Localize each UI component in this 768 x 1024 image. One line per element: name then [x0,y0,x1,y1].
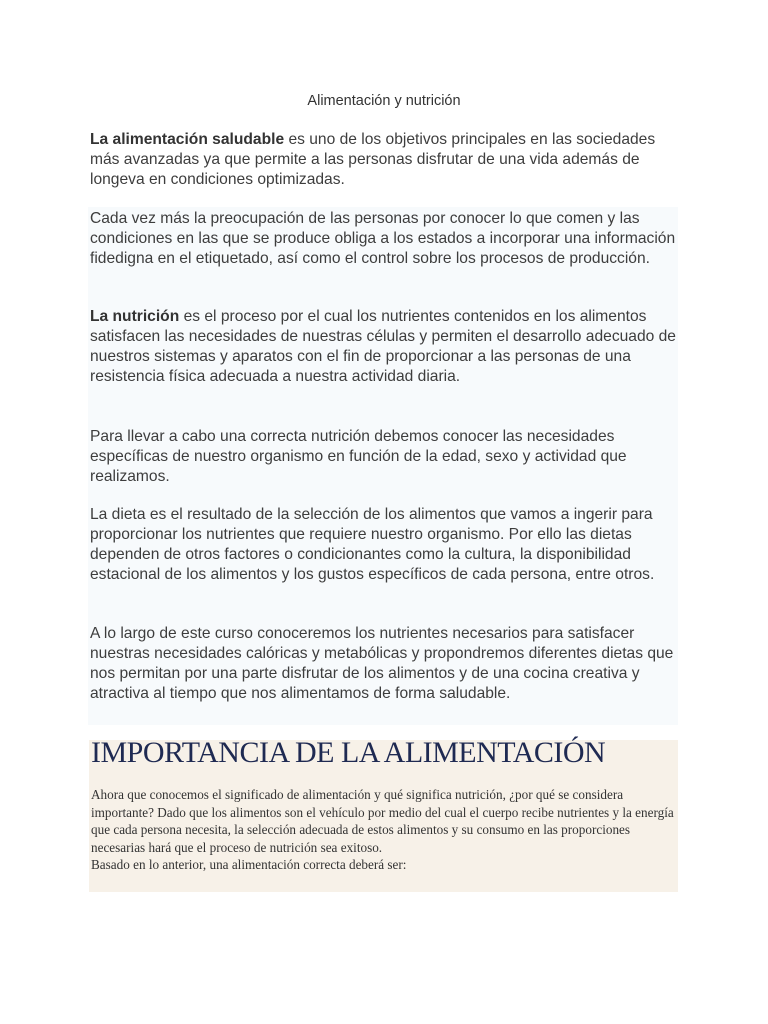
paragraph-correcta-nutricion: Para llevar a cabo una correcta nutrición debemos conocer las necesidades específicas de nuestro organismo en función de la edad, sexo y actividad que realizamos. [90,428,627,485]
importance-closing: Basado en lo anterior, una alimentación correcta deberá ser: [91,857,407,872]
paragraph-nutricion [90,307,682,387]
paragraph-bold-lead: La alimentación saludable [90,131,285,148]
paragraph-dieta: La dieta es el resultado de la selección de los alimentos que vamos a ingerir para proporcionar los nutrientes que requiere nuestro organismo. Por ello las dietas dependen de otros factores o condicionantes como la cultura, la disponibilidad estacional de los alimentos y los gustos específicos de cada persona, entre otros. [90,506,655,583]
paragraph-text: es uno de los objetivos principales en las sociedades más avanzadas ya que permite a las personas disfrutar de una vida además de longeva en condiciones optimizadas. [90,131,656,188]
importance-body [91,786,676,874]
importance-paragraph: Ahora que conocemos el significado de alimentación y qué significa nutrición, ¿por qué se considera importante? Dado que los alimentos son el vehículo por medio del cual el cuerpo recibe nutrientes y la energía que cada persona necesita, la selección adecuada de estos alimentos y su consumo en las proporciones necesarias hará que el proceso de nutrición sea exitoso. [91,787,674,855]
paragraph-preocupacion: Cada vez más la preocupación de las personas por conocer lo que comen y las condiciones en las que se produce obliga a los estados a incorporar una información fidedigna en el etiquetado, así como el control sobre los procesos de producción. [90,210,676,267]
paragraph-text: es el proceso por el cual los nutrientes contenidos en los alimentos satisfacen las necesidades de nuestras células y permiten el desarrollo adecuado de nuestros sistemas y aparatos con el fin de proporcionar a las personas de una resistencia física adecuada a nuestra actividad diaria. [90,308,676,385]
importance-heading: IMPORTANCIA DE LA ALIMENTACIÓN [91,736,606,769]
paragraph-curso: A lo largo de este curso conoceremos los nutrientes necesarios para satisfacer nuestras necesidades calóricas y metabólicas y propondremos diferentes dietas que nos permitan por una parte disfrutar de los alimentos y de una cocina creativa y atractiva al tiempo que nos alimentamos de forma saludable. [90,625,674,702]
paragraph-alimentacion-saludable [90,130,682,190]
paragraph-bold-lead: La nutrición [90,308,180,325]
document-title: Alimentación y nutrición [307,93,461,109]
